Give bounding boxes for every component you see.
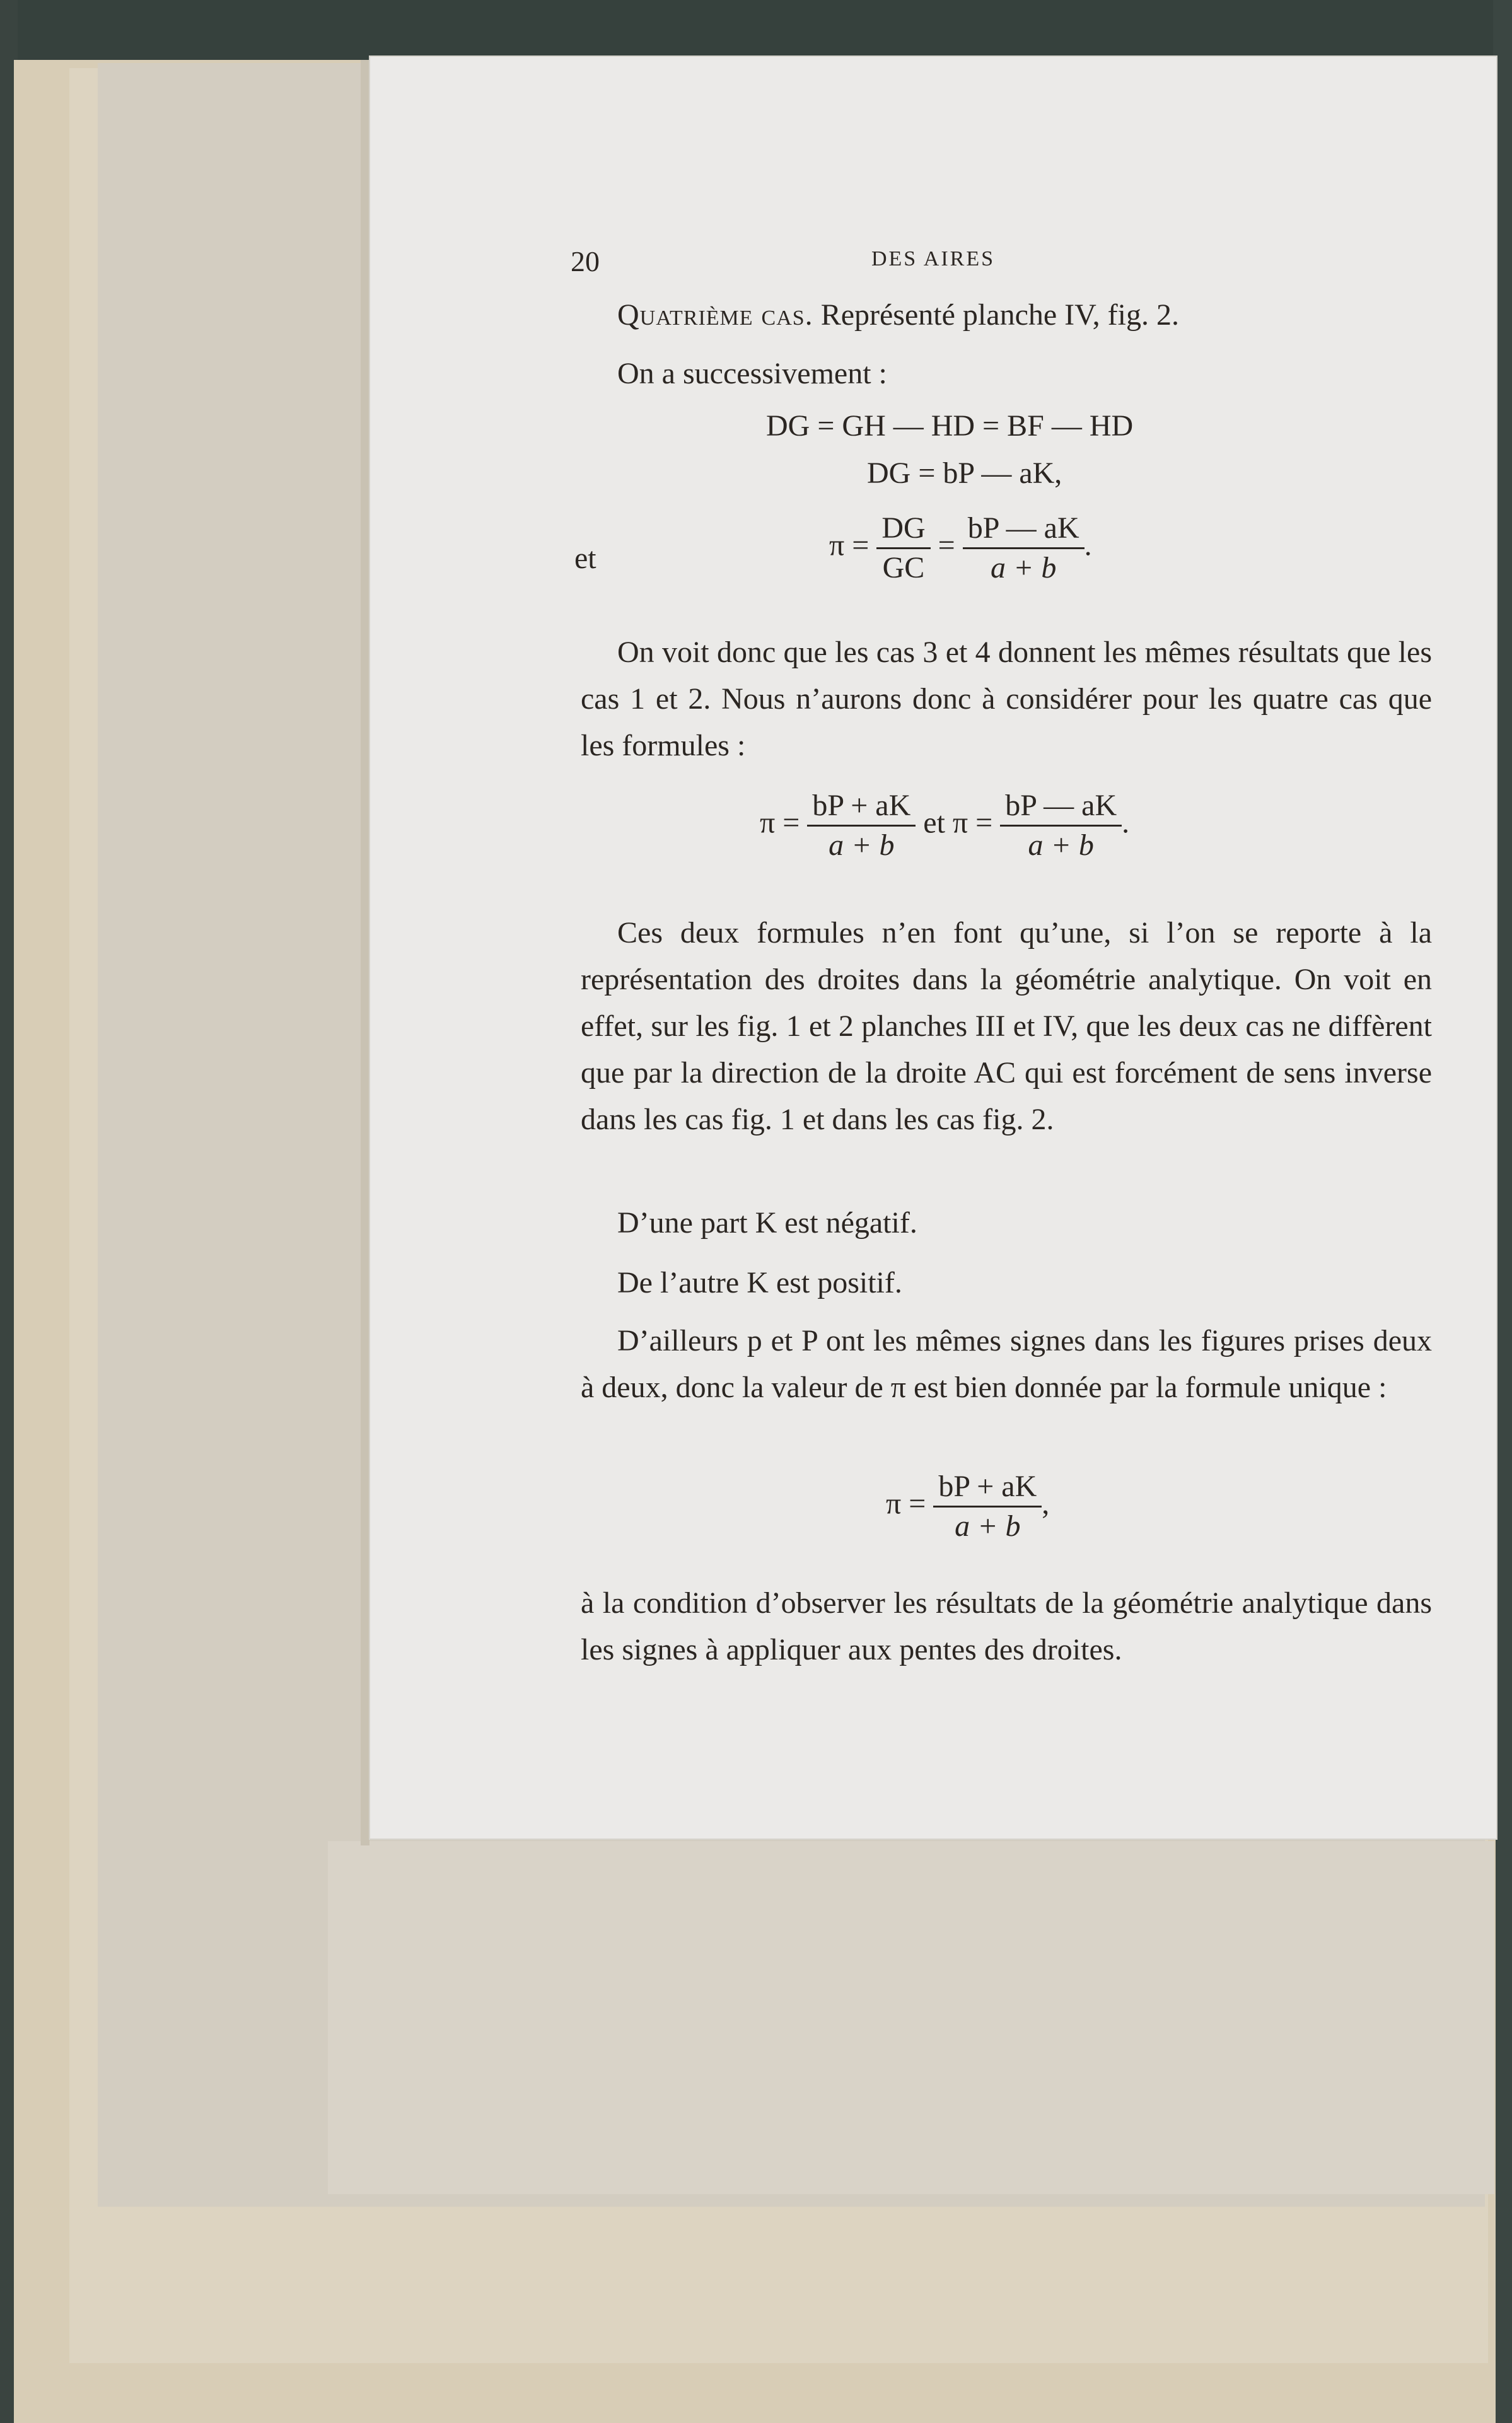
- fraction-bp-minus-ak: [963, 509, 1085, 587]
- paragraph-text: De l’autre K est positif.: [617, 1266, 902, 1299]
- paragraph-quatrieme-cas: [581, 292, 1432, 339]
- fraction-numerator: DG: [876, 509, 930, 549]
- pi-symbol: π =: [886, 1487, 926, 1521]
- equation-1: DG = GH — HD = BF — HD: [766, 409, 1134, 443]
- running-title: DES AIRES: [871, 247, 996, 270]
- fraction-numerator: bP — aK: [1000, 787, 1122, 827]
- fraction-denominator: a + b: [1028, 828, 1094, 862]
- fraction-numerator: bP — aK: [963, 509, 1085, 549]
- paragraph-ailleurs: [581, 1318, 1432, 1411]
- paragraph-deux-formules: [581, 910, 1432, 1143]
- pi-symbol: π =: [829, 528, 869, 562]
- equation-2-text: DG = bP — aK,: [867, 456, 1062, 490]
- paragraph-text: à la condition d’observer les résultats de la géométrie analytique dans les signes à appliquer aux pentes des droites.: [581, 1586, 1432, 1666]
- equation-3-prefix: et: [574, 542, 596, 575]
- fraction-bp-minus-ak: [1000, 787, 1122, 864]
- page-edge: [361, 60, 369, 1845]
- fraction-numerator: bP + aK: [807, 787, 916, 827]
- paragraph-condition: [581, 1580, 1432, 1673]
- period: .: [1122, 806, 1130, 840]
- comma: ,: [1042, 1487, 1050, 1521]
- paragraph-text: On voit donc que les cas 3 et 4 donnent les mêmes résultats que les cas 1 et 2. Nous n’aurons donc à considérer pour les quatre cas que les formules :: [581, 636, 1432, 762]
- page-header: [369, 245, 1497, 282]
- fraction-denominator: a + b: [829, 828, 895, 862]
- pi-symbol: π =: [760, 806, 800, 840]
- case-label: Quatrième cas.: [617, 298, 813, 332]
- paragraph-text: On a successivement :: [617, 357, 887, 390]
- paragraph-text: D’une part K est négatif.: [617, 1206, 917, 1240]
- case-text: Représenté planche IV, fig. 2.: [813, 298, 1179, 332]
- equation-5: [886, 1468, 1049, 1545]
- paragraph-text: D’ailleurs p et P ont les mêmes signes dans les figures prises deux à deux, donc la valeur de π est bien donnée par la formule unique :: [581, 1324, 1432, 1404]
- fraction-denominator: a + b: [955, 1509, 1021, 1543]
- fraction-bp-plus-ak: [807, 787, 916, 864]
- period: .: [1084, 528, 1092, 562]
- paragraph-k-positif: [581, 1260, 1432, 1306]
- fraction-denominator: GC: [882, 551, 925, 584]
- equation-2: [867, 456, 1062, 491]
- paragraph-text: Ces deux formules n’en font qu’une, si l’on se reporte à la représentation des droites dans la géométrie analytique. On voit en effet, sur les fig. 1 et 2 planches III et IV, que les deux cas ne diffèrent que par la direction de la droite AC qui est forcément de sens inverse dans les cas fig. 1 et dans les cas fig. 2.: [581, 916, 1432, 1136]
- fraction-numerator: bP + aK: [933, 1468, 1042, 1508]
- page-number: 20: [571, 245, 600, 277]
- paragraph-cas-3-4: [581, 629, 1432, 769]
- fraction-bp-plus-ak: [933, 1468, 1042, 1545]
- equals-sign: =: [938, 528, 955, 562]
- equation-3: [829, 509, 1092, 587]
- book-page: [369, 55, 1497, 1840]
- fraction-dg-gc: [876, 509, 930, 587]
- underlying-page-lower-shade: [328, 1841, 1494, 2194]
- equation-connector: et π =: [923, 806, 993, 840]
- paragraph-successivement: [581, 351, 1432, 397]
- equation-4: [760, 787, 1129, 864]
- paragraph-k-negatif: [581, 1200, 1432, 1246]
- fraction-denominator: a + b: [990, 551, 1057, 584]
